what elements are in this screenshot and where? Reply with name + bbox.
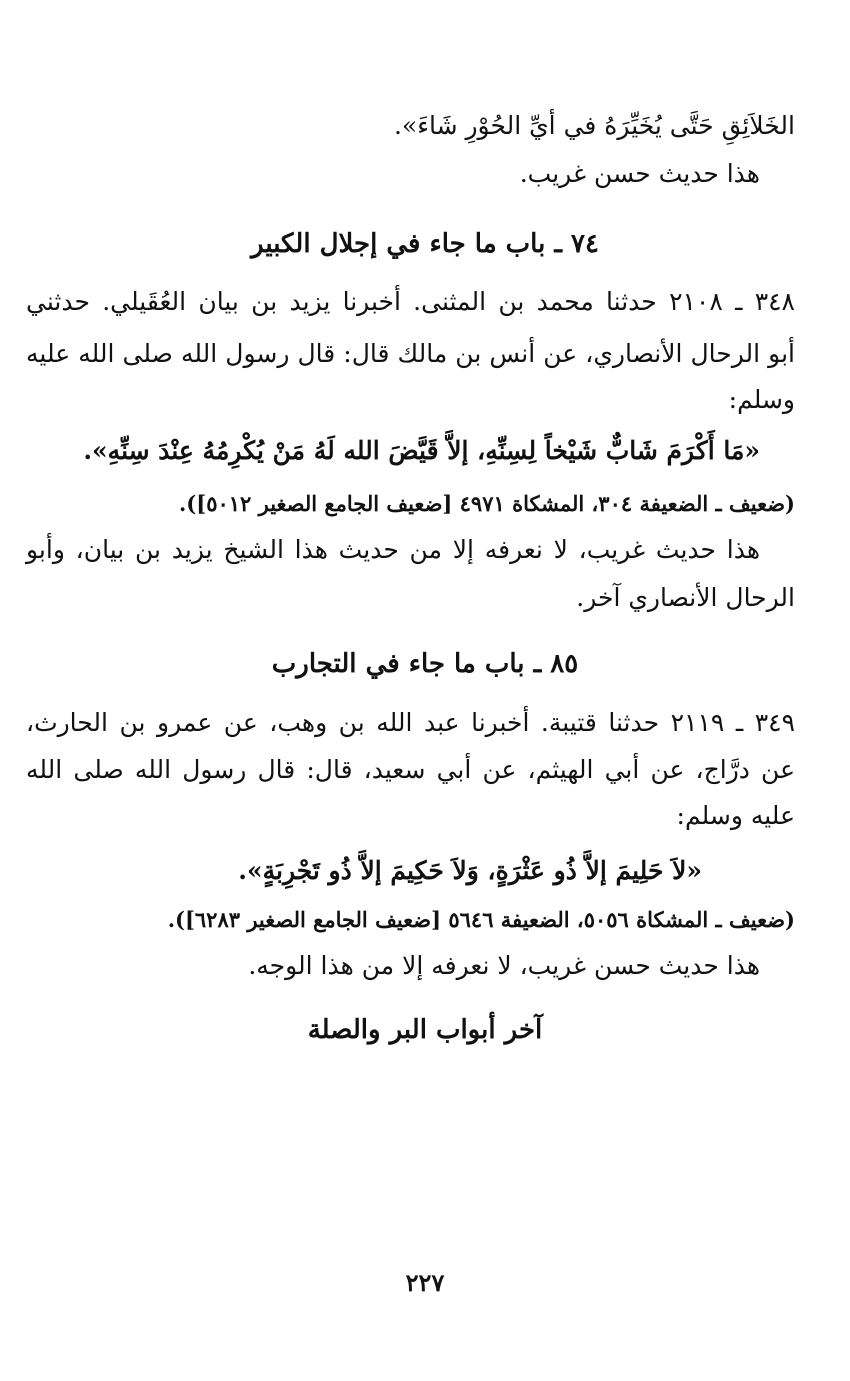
page-number: ٢٢٧ bbox=[405, 1268, 445, 1297]
text-line: الخَلاَئِقِ حَتَّى يُخَيِّرَهُ في أيِّ الحُوْرِ شَاءَ». bbox=[393, 111, 795, 140]
hadith-matn: «لاَ حَلِيمَ إلاَّ ذُو عَثْرَةٍ، وَلاَ حَكِيمَ إلاَّ ذُو تَجْرِبَةٍ». bbox=[238, 856, 702, 885]
hadith-isnad-line: ٣٤٨ ـ ٢١٠٨ حدثنا محمد بن المثنى. أخبرنا يزيد بن بيان العُقَيلي. حدثني bbox=[26, 287, 795, 316]
hadith-grade: هذا حديث حسن غريب، لا نعرفه إلا من هذا الوجه. bbox=[248, 951, 760, 980]
text-line: وسلم: bbox=[728, 385, 795, 414]
takhrij-note: (ضعيف ـ المشكاة ٥٠٥٦، الضعيفة ٥٦٤٦ [ضعيف الجامع الصغير ٦٢٨٣]). bbox=[167, 907, 795, 932]
hadith-isnad-line: عن درَّاج، عن أبي الهيثم، عن أبي سعيد، قال: قال رسول الله صلى الله bbox=[26, 755, 795, 784]
hadith-matn: «مَا أَكْرَمَ شَابٌّ شَيْخاً لِسِنِّهِ، إلاَّ قَيَّضَ الله لَهُ مَنْ يُكْرِمُهُ عِنْدَ سِنِّهِ». bbox=[83, 436, 760, 465]
hadith-isnad-line: أبو الرحال الأنصاري، عن أنس بن مالك قال: قال رسول الله صلى الله عليه bbox=[26, 339, 795, 368]
takhrij-note: (ضعيف ـ الضعيفة ٣٠٤، المشكاة ٤٩٧١ [ضعيف الجامع الصغير ٥٠١٢]). bbox=[179, 491, 795, 516]
text-line: عليه وسلم: bbox=[676, 801, 795, 830]
chapter-heading: ٧٤ ـ باب ما جاء في إجلال الكبير bbox=[251, 229, 599, 259]
hadith-isnad-line: ٣٤٩ ـ ٢١١٩ حدثنا قتيبة. أخبرنا عبد الله بن وهب، عن عمرو بن الحارث، bbox=[26, 708, 796, 737]
section-end-heading: آخر أبواب البر والصلة bbox=[307, 1015, 543, 1045]
hadith-grade: هذا حديث حسن غريب. bbox=[519, 159, 760, 188]
commentary-line: هذا حديث غريب، لا نعرفه إلا من حديث هذا الشيخ يزيد بن بيان، وأبو bbox=[26, 535, 760, 564]
chapter-heading: ٨٥ ـ باب ما جاء في التجارب bbox=[271, 649, 579, 679]
commentary-line: الرحال الأنصاري آخر. bbox=[576, 583, 795, 612]
